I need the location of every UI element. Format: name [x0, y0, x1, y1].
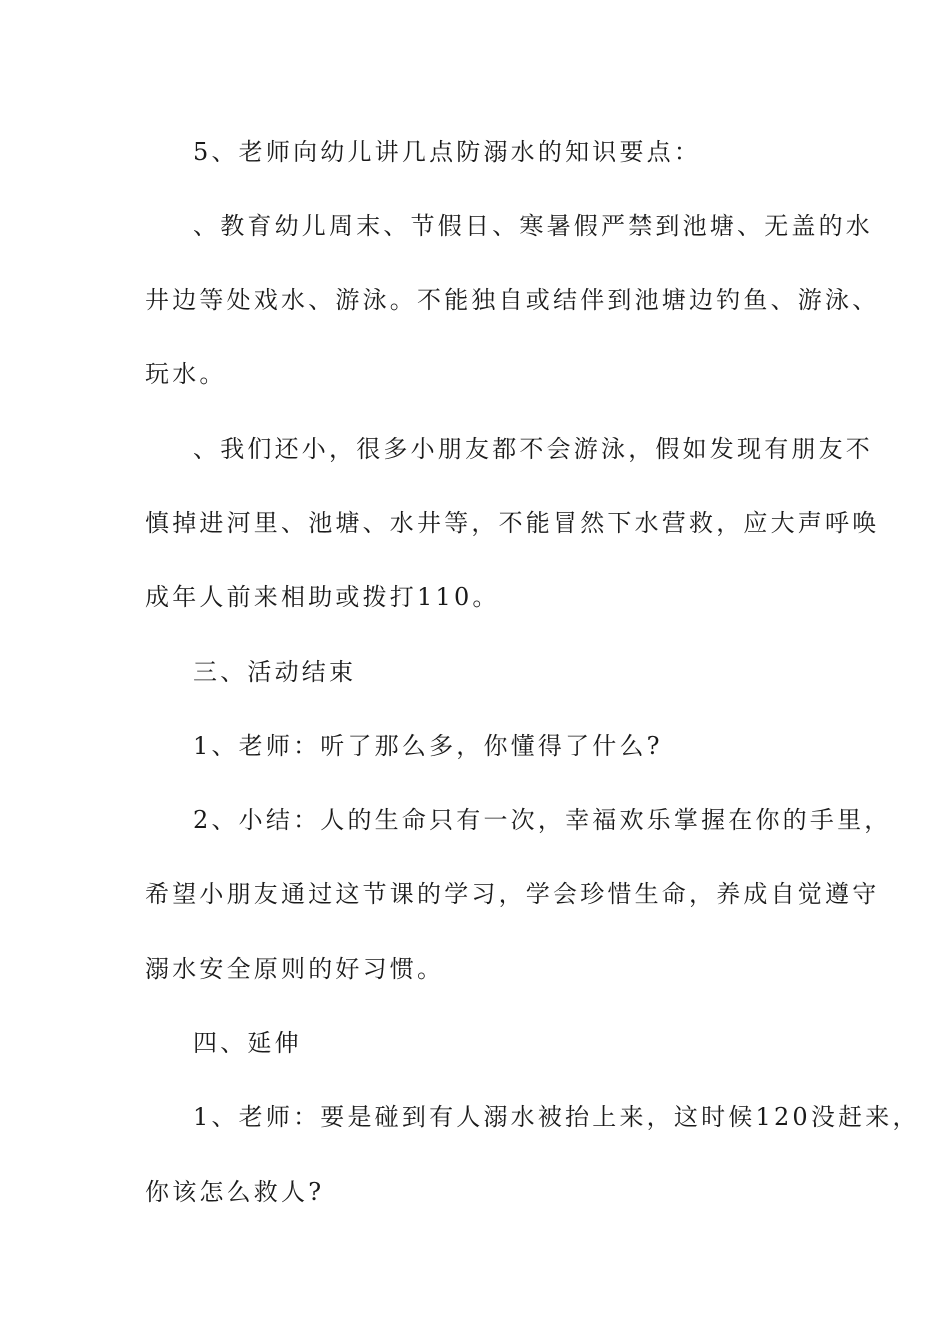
- paragraph-line: 慎掉进河里、池塘、水井等，不能冒然下水营救，应大声呼唤: [145, 509, 880, 537]
- paragraph-line: 2、小结：人的生命只有一次，幸福欢乐掌握在你的手里，: [193, 806, 892, 834]
- section-heading: 四、延伸: [193, 1029, 302, 1057]
- paragraph-line: 1、老师：要是碰到有人溺水被抬上来，这时候120没赶来，: [193, 1103, 920, 1131]
- paragraph-line: 井边等处戏水、游泳。不能独自或结伴到池塘边钓鱼、游泳、: [145, 286, 880, 314]
- section-heading: 三、活动结束: [193, 658, 357, 686]
- paragraph-line: 、教育幼儿周末、节假日、寒暑假严禁到池塘、无盖的水: [193, 212, 873, 240]
- paragraph-line: 你该怎么救人?: [145, 1178, 325, 1206]
- paragraph-line: 1、老师：听了那么多，你懂得了什么?: [193, 732, 663, 760]
- paragraph-line: 成年人前来相助或拨打110。: [145, 583, 500, 611]
- paragraph-line: 玩水。: [145, 360, 227, 388]
- paragraph-line: 希望小朋友通过这节课的学习，学会珍惜生命，养成自觉遵守: [145, 880, 880, 908]
- paragraph-line: 、我们还小，很多小朋友都不会游泳，假如发现有朋友不: [193, 435, 873, 463]
- paragraph-line: 5、老师向幼儿讲几点防溺水的知识要点：: [193, 138, 702, 166]
- paragraph-line: 溺水安全原则的好习惯。: [145, 955, 445, 983]
